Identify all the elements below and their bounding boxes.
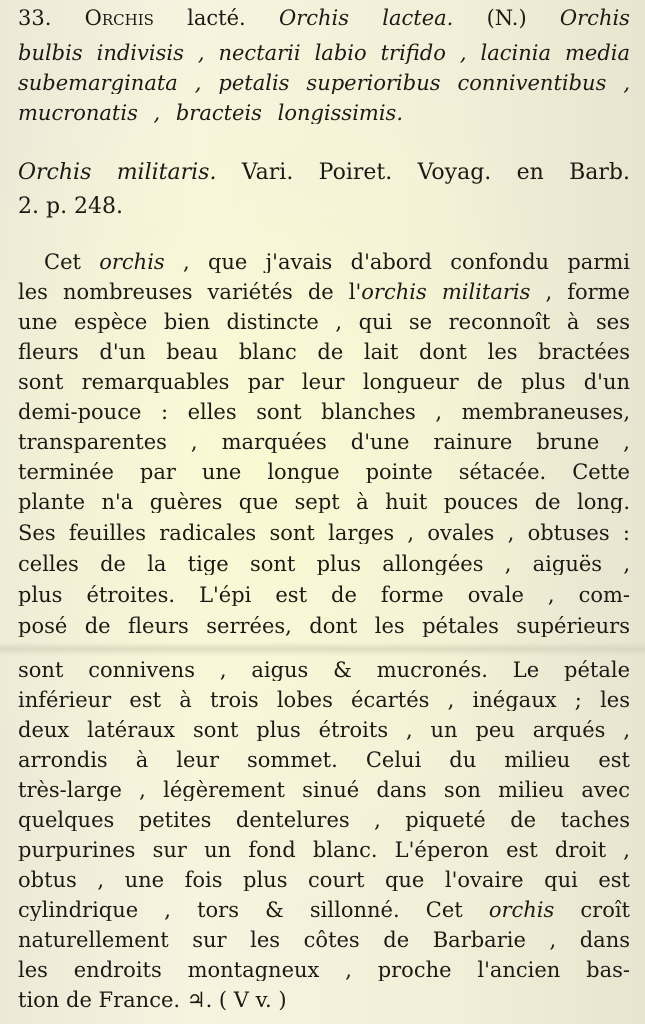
body-line: deux latéraux sont plus étroits , un peu arqués , (18, 720, 630, 741)
body-line: cylindrique , tors & sillonné. Cet orchis croît (18, 900, 630, 921)
entry-diagnosis-start: Orchis (559, 8, 630, 29)
body-line: plus étroites. L'épi est de forme ovale , com- (18, 585, 630, 606)
body-line: une espèce bien distincte , qui se reconnoît à ses (18, 312, 630, 333)
body-line: tion de France. ♃. ( V v. ) (18, 990, 287, 1011)
body-line: très-large , légèrement sinué dans son milieu avec (18, 780, 630, 801)
entry-name-lat: Orchis lactea. (278, 8, 454, 29)
body-line: fleurs d'un beau blanc de lait dont les bractées (18, 342, 630, 363)
body-line: celles de la tige sont plus allongées , aiguës , (18, 554, 630, 575)
page-fold (0, 642, 645, 656)
body-line: quelques petites dentelures , piqueté de taches (18, 810, 630, 831)
diagnosis-line: mucronatis , bracteis longissimis. (18, 103, 403, 124)
diagnosis-line: bulbis indivisis , nectarii labio trifido , lacinia media (18, 43, 630, 64)
body-line: les endroits montagneux , proche l'ancien bas- (18, 960, 630, 981)
body-line: obtus , une fois plus court que l'ovaire qui est (18, 870, 630, 891)
synonym-ref: Vari. Poiret. Voyag. en Barb. (216, 162, 630, 184)
entry-sign: (N.) (486, 8, 527, 29)
body-line: transparentes , marquées d'une rainure brune , (18, 432, 630, 453)
body-line: inférieur est à trois lobes écartés , inégaux ; les (18, 690, 630, 711)
body-line: demi-pouce : elles sont blanches , membraneuses, (18, 402, 630, 423)
body-line: naturellement sur les côtes de Barbarie , dans (18, 930, 630, 951)
synonym-ref-line: 2. p. 248. (18, 196, 124, 218)
entry-name-fr-rest: lacté. (153, 8, 246, 29)
body-line: les nombreuses variétés de l'orchis militaris , forme (18, 282, 630, 303)
body-line: arrondis à leur sommet. Celui du milieu est (18, 750, 630, 771)
synonym-name: Orchis militaris. (18, 162, 217, 184)
synonym-line (18, 162, 630, 184)
entry-name-fr: Orchis (84, 8, 154, 29)
body-line: plante n'a guères que sept à huit pouces de long. (18, 492, 630, 513)
entry-heading-line (18, 8, 630, 29)
body-line: Ses feuilles radicales sont larges , ovales , obtuses : (18, 523, 630, 544)
body-line: Cet orchis , que j'avais d'abord confondu parmi (44, 252, 630, 273)
entry-number: 33. (18, 8, 52, 29)
diagnosis-line: subemarginata , petalis superioribus conniventibus , (18, 73, 630, 94)
body-line: posé de fleurs serrées, dont les pétales supérieurs (18, 616, 630, 637)
body-line: terminée par une longue pointe sétacée. Cette (18, 462, 630, 483)
body-line: sont remarquables par leur longueur de plus d'un (18, 372, 630, 393)
body-line: purpurines sur un fond blanc. L'éperon est droit , (18, 840, 630, 861)
body-line: sont connivens , aigus & mucronés. Le pétale (18, 660, 630, 681)
